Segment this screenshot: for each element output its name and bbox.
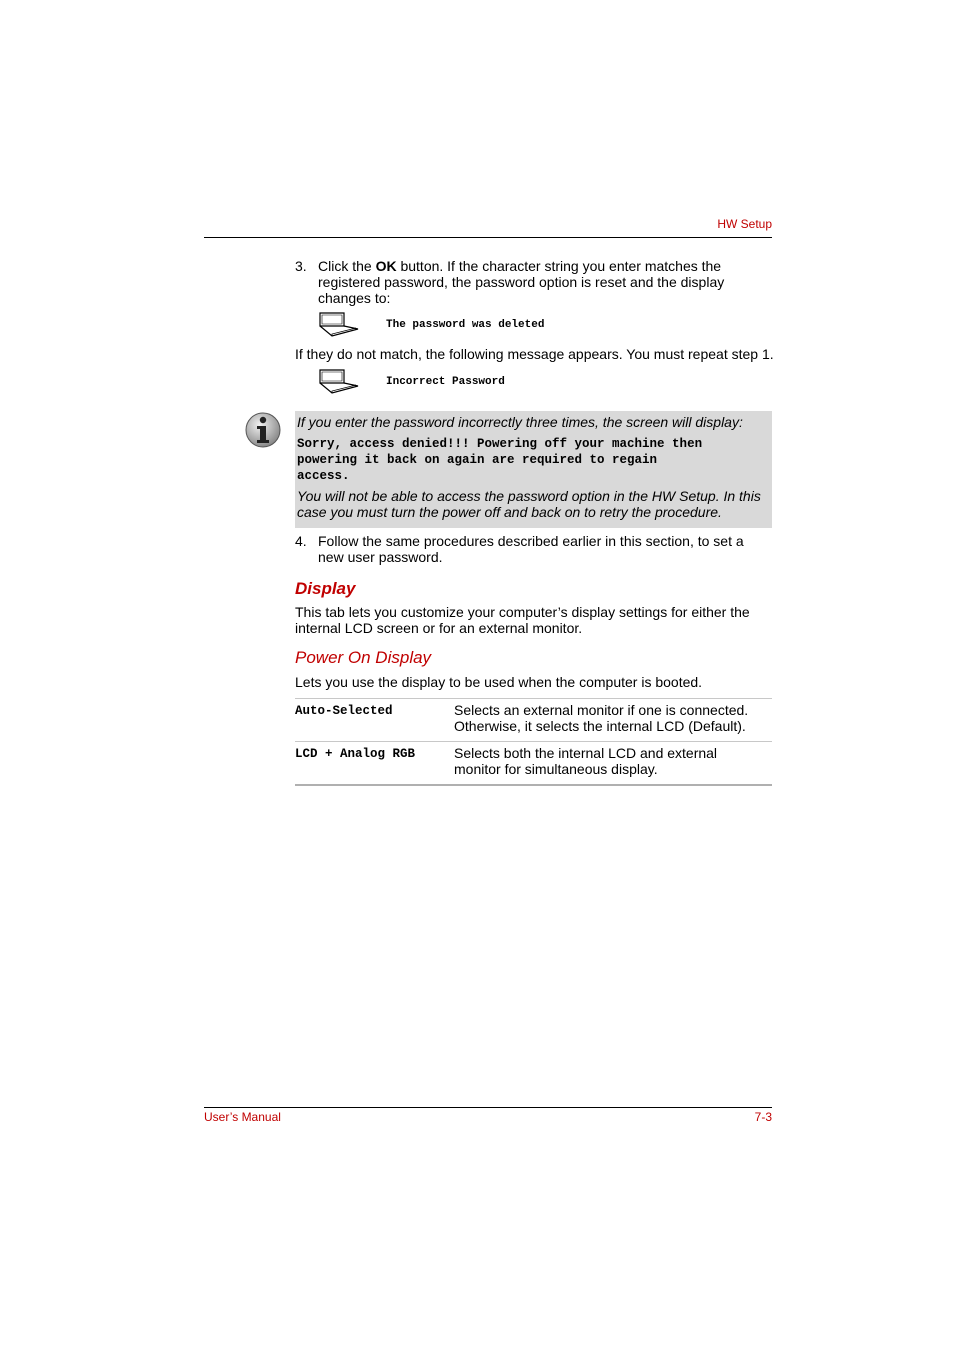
display-desc-line2: internal LCD screen or for an external monitor. [295, 620, 583, 636]
note-line3: case you must turn the power off and back on to retry the procedure. [297, 504, 722, 520]
option-desc-line2: Otherwise, it selects the internal LCD (Default). [454, 718, 746, 734]
option-name: Auto-Selected [295, 704, 393, 718]
step4-text [318, 533, 778, 565]
display-heading: Display [295, 579, 356, 598]
incorrect-password-message: Incorrect Password [386, 376, 505, 388]
note-line2: You will not be able to access the password option in the HW Setup. In this [297, 488, 761, 504]
step3-number: 3. [295, 258, 307, 274]
option-desc-line1: Selects both the internal LCD and external [454, 745, 718, 761]
step4-number: 4. [295, 533, 307, 549]
password-deleted-message: The password was deleted [386, 319, 545, 331]
header-title: HW Setup [717, 217, 772, 231]
step3-text [318, 258, 778, 306]
step3-pre: Click the [318, 258, 372, 274]
table-row-rule [295, 741, 772, 742]
option-desc [454, 702, 748, 734]
note-mono-line3: access. [297, 469, 350, 483]
header-rule [204, 237, 772, 238]
mismatch-text: If they do not match, the following message appears. You must repeat step 1. [295, 346, 774, 362]
option-desc-line2: monitor for simultaneous display. [454, 761, 658, 777]
note-mono-line1: Sorry, access denied!!! Powering off your machine then [297, 437, 703, 451]
laptop-icon [318, 311, 360, 337]
footer-left: User’s Manual [204, 1110, 281, 1124]
option-name: LCD + Analog RGB [295, 747, 416, 761]
power-on-display-intro: Lets you use the display to be used when the computer is booted. [295, 674, 703, 690]
ok-label: OK [375, 258, 397, 274]
footer-rule [204, 1107, 772, 1108]
step4-line2: new user password. [318, 549, 443, 565]
note-mono-line2: powering it back on again are required to regain [297, 453, 658, 467]
table-bottom-rule [295, 784, 772, 786]
table-top-rule [295, 698, 772, 699]
page-number: 7-3 [754, 1110, 772, 1124]
note-line1: If you enter the password incorrectly three times, the screen will display: [297, 414, 743, 430]
laptop-icon [318, 368, 360, 394]
option-desc [454, 745, 717, 777]
display-desc-line1: This tab lets you customize your computer’s display settings for either the [295, 604, 750, 620]
step3-line1: button. If the character string you enter matches the [400, 258, 722, 274]
step3-line2: registered password, the password option is reset and the display [318, 274, 725, 290]
power-on-display-heading: Power On Display [295, 648, 432, 667]
info-icon [244, 411, 282, 449]
step3-line3: changes to: [318, 290, 391, 306]
step4-line1: Follow the same procedures described earlier in this section, to set a [318, 533, 744, 549]
option-desc-line1: Selects an external monitor if one is connected. [454, 702, 749, 718]
